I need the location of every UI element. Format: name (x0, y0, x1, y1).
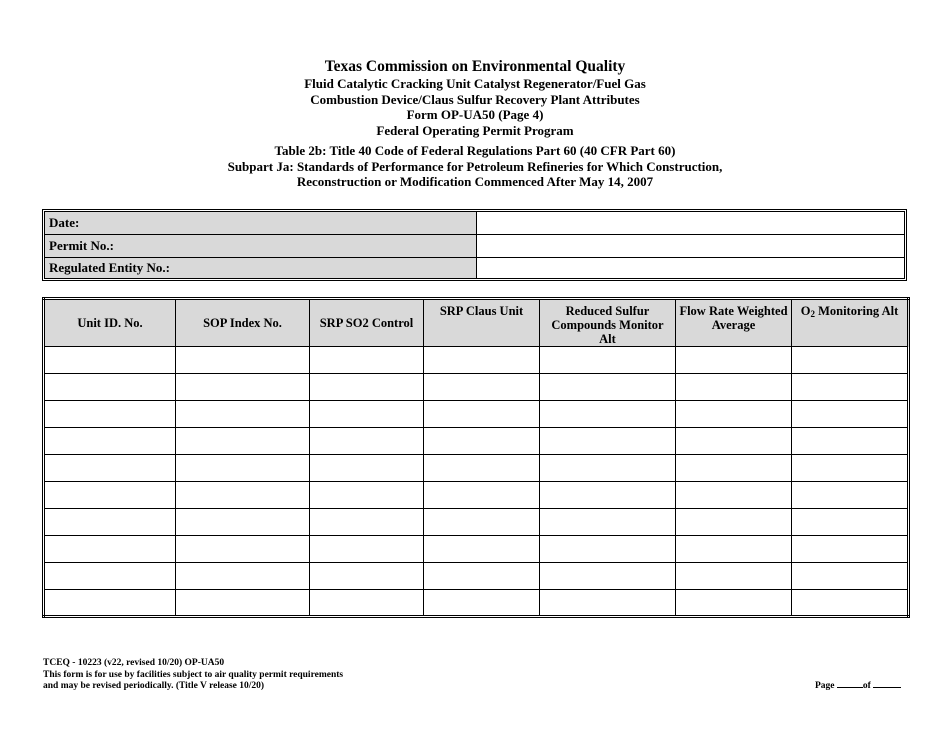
col-header-srp-so2-control: SRP SO2 Control (310, 299, 424, 347)
cell-o2-monitoring[interactable] (792, 455, 909, 482)
cell-flow-rate[interactable] (676, 401, 792, 428)
cell-o2-monitoring[interactable] (792, 536, 909, 563)
cell-o2-monitoring[interactable] (792, 374, 909, 401)
cell-sop-index[interactable] (176, 347, 310, 374)
cell-sop-index[interactable] (176, 590, 310, 617)
cell-srp-claus-unit[interactable] (424, 509, 540, 536)
col-header-sop-index: SOP Index No. (176, 299, 310, 347)
table-row (44, 590, 909, 617)
cell-reduced-sulfur[interactable] (540, 455, 676, 482)
cell-flow-rate[interactable] (676, 590, 792, 617)
cell-reduced-sulfur[interactable] (540, 347, 676, 374)
permit-no-field[interactable] (477, 235, 904, 257)
form-usage-note-line2: and may be revised periodically. (Title V release 10/20) (43, 681, 265, 691)
agency-title: Texas Commission on Environmental Quality (324, 58, 626, 75)
cell-unit-id[interactable] (44, 482, 176, 509)
cell-srp-so2-control[interactable] (310, 482, 424, 509)
cell-reduced-sulfur[interactable] (540, 482, 676, 509)
cell-reduced-sulfur[interactable] (540, 536, 676, 563)
date-field[interactable] (477, 212, 904, 234)
cell-srp-so2-control[interactable] (310, 347, 424, 374)
form-header (0, 58, 950, 190)
subpart-line1: Subpart Ja: Standards of Performance for Petroleum Refineries for Which Construction, (227, 158, 723, 174)
table-row (44, 509, 909, 536)
cell-sop-index[interactable] (176, 455, 310, 482)
form-footer (43, 658, 343, 693)
regulated-entity-label: Regulated Entity No.: (45, 258, 477, 278)
cell-srp-claus-unit[interactable] (424, 590, 540, 617)
program-name: Federal Operating Permit Program (376, 122, 574, 138)
cell-unit-id[interactable] (44, 455, 176, 482)
form-subtitle-line1: Fluid Catalytic Cracking Unit Catalyst Regenerator/Fuel Gas (304, 76, 646, 91)
cell-flow-rate[interactable] (676, 428, 792, 455)
table-title: Table 2b: Title 40 Code of Federal Regulations Part 60 (40 CFR Part 60) (274, 143, 676, 158)
cell-srp-so2-control[interactable] (310, 536, 424, 563)
form-subtitle-line2: Combustion Device/Claus Sulfur Recovery Plant Attributes (310, 91, 640, 107)
table-row (44, 563, 909, 590)
cell-o2-monitoring[interactable] (792, 428, 909, 455)
cell-srp-so2-control[interactable] (310, 455, 424, 482)
table-row (44, 455, 909, 482)
cell-unit-id[interactable] (44, 347, 176, 374)
cell-srp-so2-control[interactable] (310, 401, 424, 428)
cell-reduced-sulfur[interactable] (540, 428, 676, 455)
cell-unit-id[interactable] (44, 374, 176, 401)
permit-no-label: Permit No.: (45, 235, 477, 257)
date-label: Date: (45, 212, 477, 234)
cell-srp-claus-unit[interactable] (424, 428, 540, 455)
cell-flow-rate[interactable] (676, 482, 792, 509)
cell-reduced-sulfur[interactable] (540, 590, 676, 617)
cell-o2-monitoring[interactable] (792, 590, 909, 617)
cell-flow-rate[interactable] (676, 347, 792, 374)
cell-srp-so2-control[interactable] (310, 374, 424, 401)
page-label: Page (815, 681, 835, 691)
col-header-srp-claus-unit: SRP Claus Unit (424, 299, 540, 347)
subpart-line2: Reconstruction or Modification Commenced After May 14, 2007 (296, 174, 654, 189)
table-row (44, 536, 909, 563)
table-header-row (44, 299, 909, 347)
cell-srp-claus-unit[interactable] (424, 347, 540, 374)
cell-sop-index[interactable] (176, 509, 310, 536)
cell-srp-claus-unit[interactable] (424, 536, 540, 563)
page-total-blank[interactable] (873, 679, 901, 688)
cell-flow-rate[interactable] (676, 374, 792, 401)
page-number-field (815, 679, 901, 691)
cell-o2-monitoring[interactable] (792, 482, 909, 509)
cell-srp-so2-control[interactable] (310, 428, 424, 455)
cell-reduced-sulfur[interactable] (540, 509, 676, 536)
cell-srp-so2-control[interactable] (310, 590, 424, 617)
cell-o2-monitoring[interactable] (792, 509, 909, 536)
cell-flow-rate[interactable] (676, 455, 792, 482)
col-header-o2-monitoring: $O_2$ Monitoring Alt (792, 299, 909, 347)
cell-unit-id[interactable] (44, 536, 176, 563)
cell-unit-id[interactable] (44, 590, 176, 617)
form-number: Form OP-UA50 (Page 4) (406, 107, 544, 122)
cell-flow-rate[interactable] (676, 536, 792, 563)
cell-unit-id[interactable] (44, 563, 176, 590)
cell-o2-monitoring[interactable] (792, 401, 909, 428)
cell-sop-index[interactable] (176, 482, 310, 509)
regulated-entity-field[interactable] (477, 258, 904, 278)
cell-srp-claus-unit[interactable] (424, 563, 540, 590)
cell-reduced-sulfur[interactable] (540, 374, 676, 401)
cell-srp-so2-control[interactable] (310, 509, 424, 536)
info-table (42, 209, 907, 281)
cell-reduced-sulfur[interactable] (540, 563, 676, 590)
cell-sop-index[interactable] (176, 428, 310, 455)
cell-srp-so2-control[interactable] (310, 563, 424, 590)
cell-o2-monitoring[interactable] (792, 347, 909, 374)
col-header-reduced-sulfur: Reduced Sulfur Compounds Monitor Alt (540, 299, 676, 347)
form-revision: TCEQ - 10223 (v22, revised 10/20) OP-UA50 (43, 658, 225, 668)
cell-srp-claus-unit[interactable] (424, 482, 540, 509)
cell-sop-index[interactable] (176, 401, 310, 428)
info-row-date (45, 212, 904, 235)
cell-o2-monitoring[interactable] (792, 563, 909, 590)
cell-srp-claus-unit[interactable] (424, 374, 540, 401)
table-row (44, 482, 909, 509)
of-label: of (862, 681, 871, 691)
col-header-flow-rate: Flow Rate Weighted Average (676, 299, 792, 347)
cell-srp-claus-unit[interactable] (424, 401, 540, 428)
form-usage-note-line1: This form is for use by facilities subject to air quality permit requirements (43, 669, 344, 680)
cell-srp-claus-unit[interactable] (424, 455, 540, 482)
cell-unit-id[interactable] (44, 428, 176, 455)
table-row (44, 401, 909, 428)
cell-flow-rate[interactable] (676, 509, 792, 536)
unit-attributes-table (42, 297, 910, 618)
table-row (44, 347, 909, 374)
cell-sop-index[interactable] (176, 536, 310, 563)
cell-unit-id[interactable] (44, 401, 176, 428)
info-row-entity (45, 258, 904, 278)
cell-sop-index[interactable] (176, 374, 310, 401)
cell-unit-id[interactable] (44, 509, 176, 536)
info-row-permit (45, 235, 904, 258)
cell-flow-rate[interactable] (676, 563, 792, 590)
col-header-unit-id: Unit ID. No. (44, 299, 176, 347)
cell-sop-index[interactable] (176, 563, 310, 590)
page-number-blank[interactable] (837, 679, 863, 688)
table-row (44, 374, 909, 401)
table-row (44, 428, 909, 455)
cell-reduced-sulfur[interactable] (540, 401, 676, 428)
